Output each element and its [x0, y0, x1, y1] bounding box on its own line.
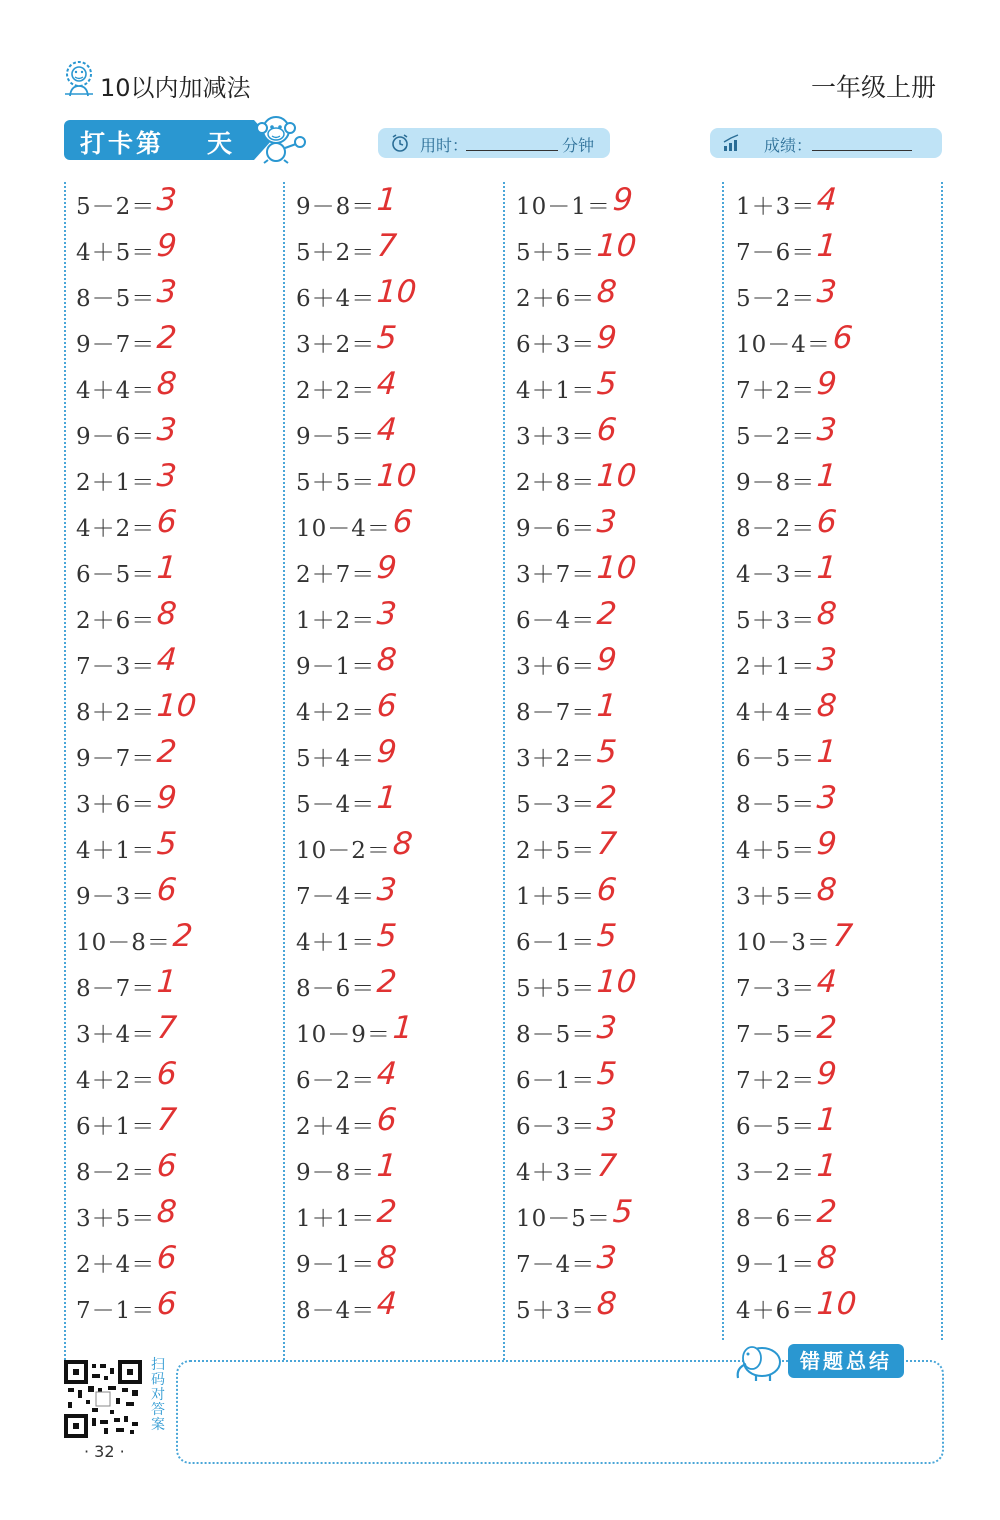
problem-equation: 5－4＝ [296, 792, 376, 818]
banner-suffix: 天 [207, 129, 233, 158]
problem-equation: 9－6＝ [516, 516, 596, 542]
handwritten-answer[interactable]: 6 [375, 688, 398, 724]
handwritten-answer[interactable]: 7 [155, 1010, 178, 1046]
handwritten-answer[interactable]: 2 [171, 918, 194, 954]
problem-equation: 7－4＝ [516, 1252, 596, 1278]
problem-equation: 8－5＝ [736, 792, 816, 818]
handwritten-answer[interactable]: 1 [815, 1148, 838, 1184]
handwritten-answer[interactable]: 9 [611, 182, 634, 218]
problem-equation: 1＋1＝ [296, 1206, 376, 1232]
problem-equation: 3＋5＝ [736, 884, 816, 910]
handwritten-answer[interactable]: 2 [375, 964, 398, 1000]
handwritten-answer[interactable]: 6 [595, 412, 618, 448]
problem-equation: 4＋3＝ [516, 1160, 596, 1186]
problem-equation: 8－2＝ [736, 516, 816, 542]
handwritten-answer[interactable]: 5 [595, 366, 618, 402]
problem-equation: 6－1＝ [516, 1068, 596, 1094]
handwritten-answer[interactable]: 3 [815, 780, 838, 816]
problem-equation: 4＋2＝ [76, 1068, 156, 1094]
problem-equation: 6＋1＝ [76, 1114, 156, 1140]
handwritten-answer[interactable]: 1 [815, 228, 838, 264]
problem-equation: 7－5＝ [736, 1022, 816, 1048]
handwritten-answer[interactable]: 2 [815, 1194, 838, 1230]
problem-equation: 2＋5＝ [516, 838, 596, 864]
problem-equation: 10－5＝ [516, 1206, 611, 1232]
handwritten-answer[interactable]: 6 [831, 320, 854, 356]
handwritten-answer[interactable]: 5 [155, 826, 178, 862]
problem-equation: 7＋2＝ [736, 378, 816, 404]
handwritten-answer[interactable]: 4 [155, 642, 178, 678]
problem-equation: 7－4＝ [296, 884, 376, 910]
mistake-summary-label: 错题总结 [788, 1344, 904, 1378]
problem-equation: 2＋1＝ [76, 470, 156, 496]
handwritten-answer[interactable]: 8 [815, 688, 838, 724]
scan-for-answers-text: 扫码对答案 [151, 1357, 165, 1433]
handwritten-answer[interactable]: 5 [375, 918, 398, 954]
handwritten-answer[interactable]: 8 [155, 1194, 178, 1230]
handwritten-answer[interactable]: 5 [611, 1194, 634, 1230]
problem-equation: 4－3＝ [736, 562, 816, 588]
checkin-banner [64, 120, 254, 160]
handwritten-answer[interactable]: 3 [375, 872, 398, 908]
handwritten-answer[interactable]: 8 [155, 366, 178, 402]
score-field [710, 128, 942, 158]
problem-equation: 4＋1＝ [296, 930, 376, 956]
problem-equation: 7－1＝ [76, 1298, 156, 1324]
handwritten-answer[interactable]: 10 [595, 458, 638, 494]
handwritten-answer[interactable]: 7 [595, 826, 618, 862]
handwritten-answer[interactable]: 9 [155, 780, 178, 816]
handwritten-answer[interactable]: 3 [595, 504, 618, 540]
handwritten-answer[interactable]: 3 [815, 412, 838, 448]
problem-equation: 6－5＝ [736, 1114, 816, 1140]
problem-equation: 5＋3＝ [736, 608, 816, 634]
problem-equation: 4＋1＝ [76, 838, 156, 864]
page-title: 10以内加减法 [100, 74, 251, 102]
handwritten-answer[interactable]: 10 [595, 228, 638, 264]
problem-equation: 9－7＝ [76, 746, 156, 772]
handwritten-answer[interactable]: 1 [815, 458, 838, 494]
handwritten-answer[interactable]: 2 [815, 1010, 838, 1046]
monkey-mascot-icon [252, 112, 310, 164]
handwritten-answer[interactable]: 3 [595, 1102, 618, 1138]
handwritten-answer[interactable]: 1 [375, 182, 398, 218]
handwritten-answer[interactable]: 4 [375, 1056, 398, 1092]
handwritten-answer[interactable]: 7 [595, 1148, 618, 1184]
handwritten-answer[interactable]: 8 [595, 1286, 618, 1322]
divider-2 [503, 182, 505, 1360]
problem-equation: 5＋3＝ [516, 1298, 596, 1324]
handwritten-answer[interactable]: 3 [155, 182, 178, 218]
problem-equation: 9－8＝ [296, 194, 376, 220]
handwritten-answer[interactable]: 3 [375, 596, 398, 632]
page-number: · 32 · [84, 1442, 125, 1461]
handwritten-answer[interactable]: 3 [815, 274, 838, 310]
handwritten-answer[interactable]: 6 [155, 504, 178, 540]
handwritten-answer[interactable]: 8 [155, 596, 178, 632]
problem-equation: 1＋5＝ [516, 884, 596, 910]
handwritten-answer[interactable]: 6 [595, 872, 618, 908]
time-unit: 分钟 [562, 136, 595, 155]
handwritten-answer[interactable]: 9 [595, 320, 618, 356]
problem-equation: 9－3＝ [76, 884, 156, 910]
problem-equation: 8－7＝ [516, 700, 596, 726]
handwritten-answer[interactable]: 1 [375, 780, 398, 816]
problem-equation: 1＋2＝ [296, 608, 376, 634]
handwritten-answer[interactable]: 2 [595, 596, 618, 632]
problem-equation: 4＋6＝ [736, 1298, 816, 1324]
divider-right [941, 182, 943, 1340]
problem-equation: 2＋7＝ [296, 562, 376, 588]
problem-equation: 7－3＝ [76, 654, 156, 680]
problem-equation: 3－2＝ [736, 1160, 816, 1186]
grade-label: 一年级上册 [810, 73, 936, 102]
handwritten-answer[interactable]: 7 [375, 228, 398, 264]
handwritten-answer[interactable]: 4 [375, 412, 398, 448]
problem-equation: 2＋4＝ [296, 1114, 376, 1140]
handwritten-answer[interactable]: 3 [595, 1240, 618, 1276]
problem-equation: 8－6＝ [296, 976, 376, 1002]
problem-equation: 8－7＝ [76, 976, 156, 1002]
problem-equation: 5＋4＝ [296, 746, 376, 772]
time-label: 用时： [420, 136, 469, 155]
handwritten-answer[interactable]: 5 [595, 918, 618, 954]
problem-equation: 6＋4＝ [296, 286, 376, 312]
problem-equation: 9－1＝ [296, 654, 376, 680]
handwritten-answer[interactable]: 6 [155, 1240, 178, 1276]
problem-equation: 3＋5＝ [76, 1206, 156, 1232]
problem-equation: 2＋4＝ [76, 1252, 156, 1278]
problem-equation: 4＋5＝ [76, 240, 156, 266]
divider-left [64, 182, 66, 1360]
handwritten-answer[interactable]: 6 [155, 1148, 178, 1184]
problem-equation: 8－4＝ [296, 1298, 376, 1324]
problem-equation: 6＋3＝ [516, 332, 596, 358]
problem-equation: 5－2＝ [736, 286, 816, 312]
problem-equation: 8－6＝ [736, 1206, 816, 1232]
handwritten-answer[interactable]: 5 [595, 1056, 618, 1092]
problem-equation: 3＋2＝ [296, 332, 376, 358]
problem-equation: 10－4＝ [296, 516, 391, 542]
handwritten-answer[interactable]: 3 [155, 458, 178, 494]
handwritten-answer[interactable]: 4 [375, 366, 398, 402]
handwritten-answer[interactable]: 10 [155, 688, 198, 724]
handwritten-answer[interactable]: 1 [155, 964, 178, 1000]
handwritten-answer[interactable]: 8 [391, 826, 414, 862]
problem-equation: 10－9＝ [296, 1022, 391, 1048]
problem-equation: 3＋7＝ [516, 562, 596, 588]
handwritten-answer[interactable]: 9 [375, 734, 398, 770]
handwritten-answer[interactable]: 3 [595, 1010, 618, 1046]
divider-3 [722, 182, 724, 1340]
problem-equation: 3＋4＝ [76, 1022, 156, 1048]
problem-equation: 2＋6＝ [76, 608, 156, 634]
handwritten-answer[interactable]: 3 [155, 412, 178, 448]
handwritten-answer[interactable]: 1 [815, 550, 838, 586]
problem-equation: 5－2＝ [76, 194, 156, 220]
handwritten-answer[interactable]: 9 [155, 228, 178, 264]
problem-equation: 5－3＝ [516, 792, 596, 818]
problem-equation: 3＋6＝ [516, 654, 596, 680]
time-blank[interactable] [466, 150, 558, 151]
problem-equation: 4＋5＝ [736, 838, 816, 864]
handwritten-answer[interactable]: 6 [391, 504, 414, 540]
handwritten-answer[interactable]: 10 [375, 274, 418, 310]
problem-equation: 5＋5＝ [296, 470, 376, 496]
handwritten-answer[interactable]: 6 [155, 1286, 178, 1322]
handwritten-answer[interactable]: 8 [815, 596, 838, 632]
handwritten-answer[interactable]: 7 [155, 1102, 178, 1138]
problem-equation: 2＋6＝ [516, 286, 596, 312]
problem-equation: 5＋5＝ [516, 976, 596, 1002]
problem-equation: 7－6＝ [736, 240, 816, 266]
handwritten-answer[interactable]: 2 [155, 320, 178, 356]
score-label: 成绩： [764, 136, 813, 155]
handwritten-answer[interactable]: 7 [831, 918, 854, 954]
handwritten-answer[interactable]: 8 [595, 274, 618, 310]
problem-equation: 5－2＝ [736, 424, 816, 450]
handwritten-answer[interactable]: 2 [375, 1194, 398, 1230]
handwritten-answer[interactable]: 8 [375, 1240, 398, 1276]
problem-equation: 9－1＝ [736, 1252, 816, 1278]
handwritten-answer[interactable]: 2 [155, 734, 178, 770]
problem-equation: 5＋5＝ [516, 240, 596, 266]
problem-equation: 4＋4＝ [736, 700, 816, 726]
problem-equation: 6－4＝ [516, 608, 596, 634]
problem-equation: 8－5＝ [76, 286, 156, 312]
alarm-clock-icon [390, 133, 410, 153]
problem-equation: 4＋1＝ [516, 378, 596, 404]
problem-equation: 6－1＝ [516, 930, 596, 956]
handwritten-answer[interactable]: 9 [815, 826, 838, 862]
problem-equation: 1＋3＝ [736, 194, 816, 220]
problem-equation: 2＋1＝ [736, 654, 816, 680]
score-blank[interactable] [812, 150, 912, 151]
problem-equation: 6－3＝ [516, 1114, 596, 1140]
banner-prefix: 打卡第 [80, 129, 165, 158]
handwritten-answer[interactable]: 2 [595, 780, 618, 816]
problem-equation: 9－1＝ [296, 1252, 376, 1278]
elephant-mascot-icon [730, 1340, 786, 1382]
problem-equation: 10－1＝ [516, 194, 611, 220]
problem-equation: 2＋8＝ [516, 470, 596, 496]
problem-equation: 6－5＝ [76, 562, 156, 588]
problem-equation: 3＋6＝ [76, 792, 156, 818]
time-field [378, 128, 610, 158]
handwritten-answer[interactable]: 3 [815, 642, 838, 678]
problem-equation: 10－3＝ [736, 930, 831, 956]
handwritten-answer[interactable]: 1 [375, 1148, 398, 1184]
chart-growth-icon [722, 133, 742, 153]
handwritten-answer[interactable]: 9 [375, 550, 398, 586]
handwritten-answer[interactable]: 6 [155, 1056, 178, 1092]
qr-code-icon[interactable] [64, 1360, 142, 1438]
handwritten-answer[interactable]: 1 [155, 550, 178, 586]
handwritten-answer[interactable]: 10 [815, 1286, 858, 1322]
problem-equation: 3＋2＝ [516, 746, 596, 772]
handwritten-answer[interactable]: 1 [595, 688, 618, 724]
handwritten-answer[interactable]: 6 [375, 1102, 398, 1138]
problem-equation: 10－2＝ [296, 838, 391, 864]
problem-equation: 6－5＝ [736, 746, 816, 772]
handwritten-answer[interactable]: 6 [155, 872, 178, 908]
handwritten-answer[interactable]: 9 [815, 366, 838, 402]
handwritten-answer[interactable]: 1 [391, 1010, 414, 1046]
problem-equation: 8－2＝ [76, 1160, 156, 1186]
problem-equation: 10－4＝ [736, 332, 831, 358]
problem-equation: 4＋4＝ [76, 378, 156, 404]
handwritten-answer[interactable]: 6 [815, 504, 838, 540]
handwritten-answer[interactable]: 9 [815, 1056, 838, 1092]
handwritten-answer[interactable]: 8 [375, 642, 398, 678]
problem-equation: 4＋2＝ [76, 516, 156, 542]
lion-logo-icon [62, 60, 96, 98]
problem-equation: 9－8＝ [296, 1160, 376, 1186]
problem-equation: 4＋2＝ [296, 700, 376, 726]
handwritten-answer[interactable]: 5 [595, 734, 618, 770]
handwritten-answer[interactable]: 5 [375, 320, 398, 356]
problem-equation: 5＋2＝ [296, 240, 376, 266]
problem-equation: 2＋2＝ [296, 378, 376, 404]
handwritten-answer[interactable]: 1 [815, 734, 838, 770]
problem-equation: 6－2＝ [296, 1068, 376, 1094]
handwritten-answer[interactable]: 10 [375, 458, 418, 494]
problem-equation: 7－3＝ [736, 976, 816, 1002]
problem-equation: 9－8＝ [736, 470, 816, 496]
handwritten-answer[interactable]: 4 [815, 964, 838, 1000]
handwritten-answer[interactable]: 4 [375, 1286, 398, 1322]
problem-equation: 3＋3＝ [516, 424, 596, 450]
problem-equation: 7＋2＝ [736, 1068, 816, 1094]
handwritten-answer[interactable]: 1 [815, 1102, 838, 1138]
problem-equation: 10－8＝ [76, 930, 171, 956]
handwritten-answer[interactable]: 10 [595, 964, 638, 1000]
handwritten-answer[interactable]: 3 [155, 274, 178, 310]
handwritten-answer[interactable]: 9 [595, 642, 618, 678]
problem-equation: 8＋2＝ [76, 700, 156, 726]
handwritten-answer[interactable]: 4 [815, 182, 838, 218]
problem-equation: 9－6＝ [76, 424, 156, 450]
handwritten-answer[interactable]: 10 [595, 550, 638, 586]
problem-equation: 9－7＝ [76, 332, 156, 358]
problem-equation: 9－5＝ [296, 424, 376, 450]
handwritten-answer[interactable]: 8 [815, 872, 838, 908]
divider-1 [283, 182, 285, 1360]
handwritten-answer[interactable]: 8 [815, 1240, 838, 1276]
problem-equation: 8－5＝ [516, 1022, 596, 1048]
